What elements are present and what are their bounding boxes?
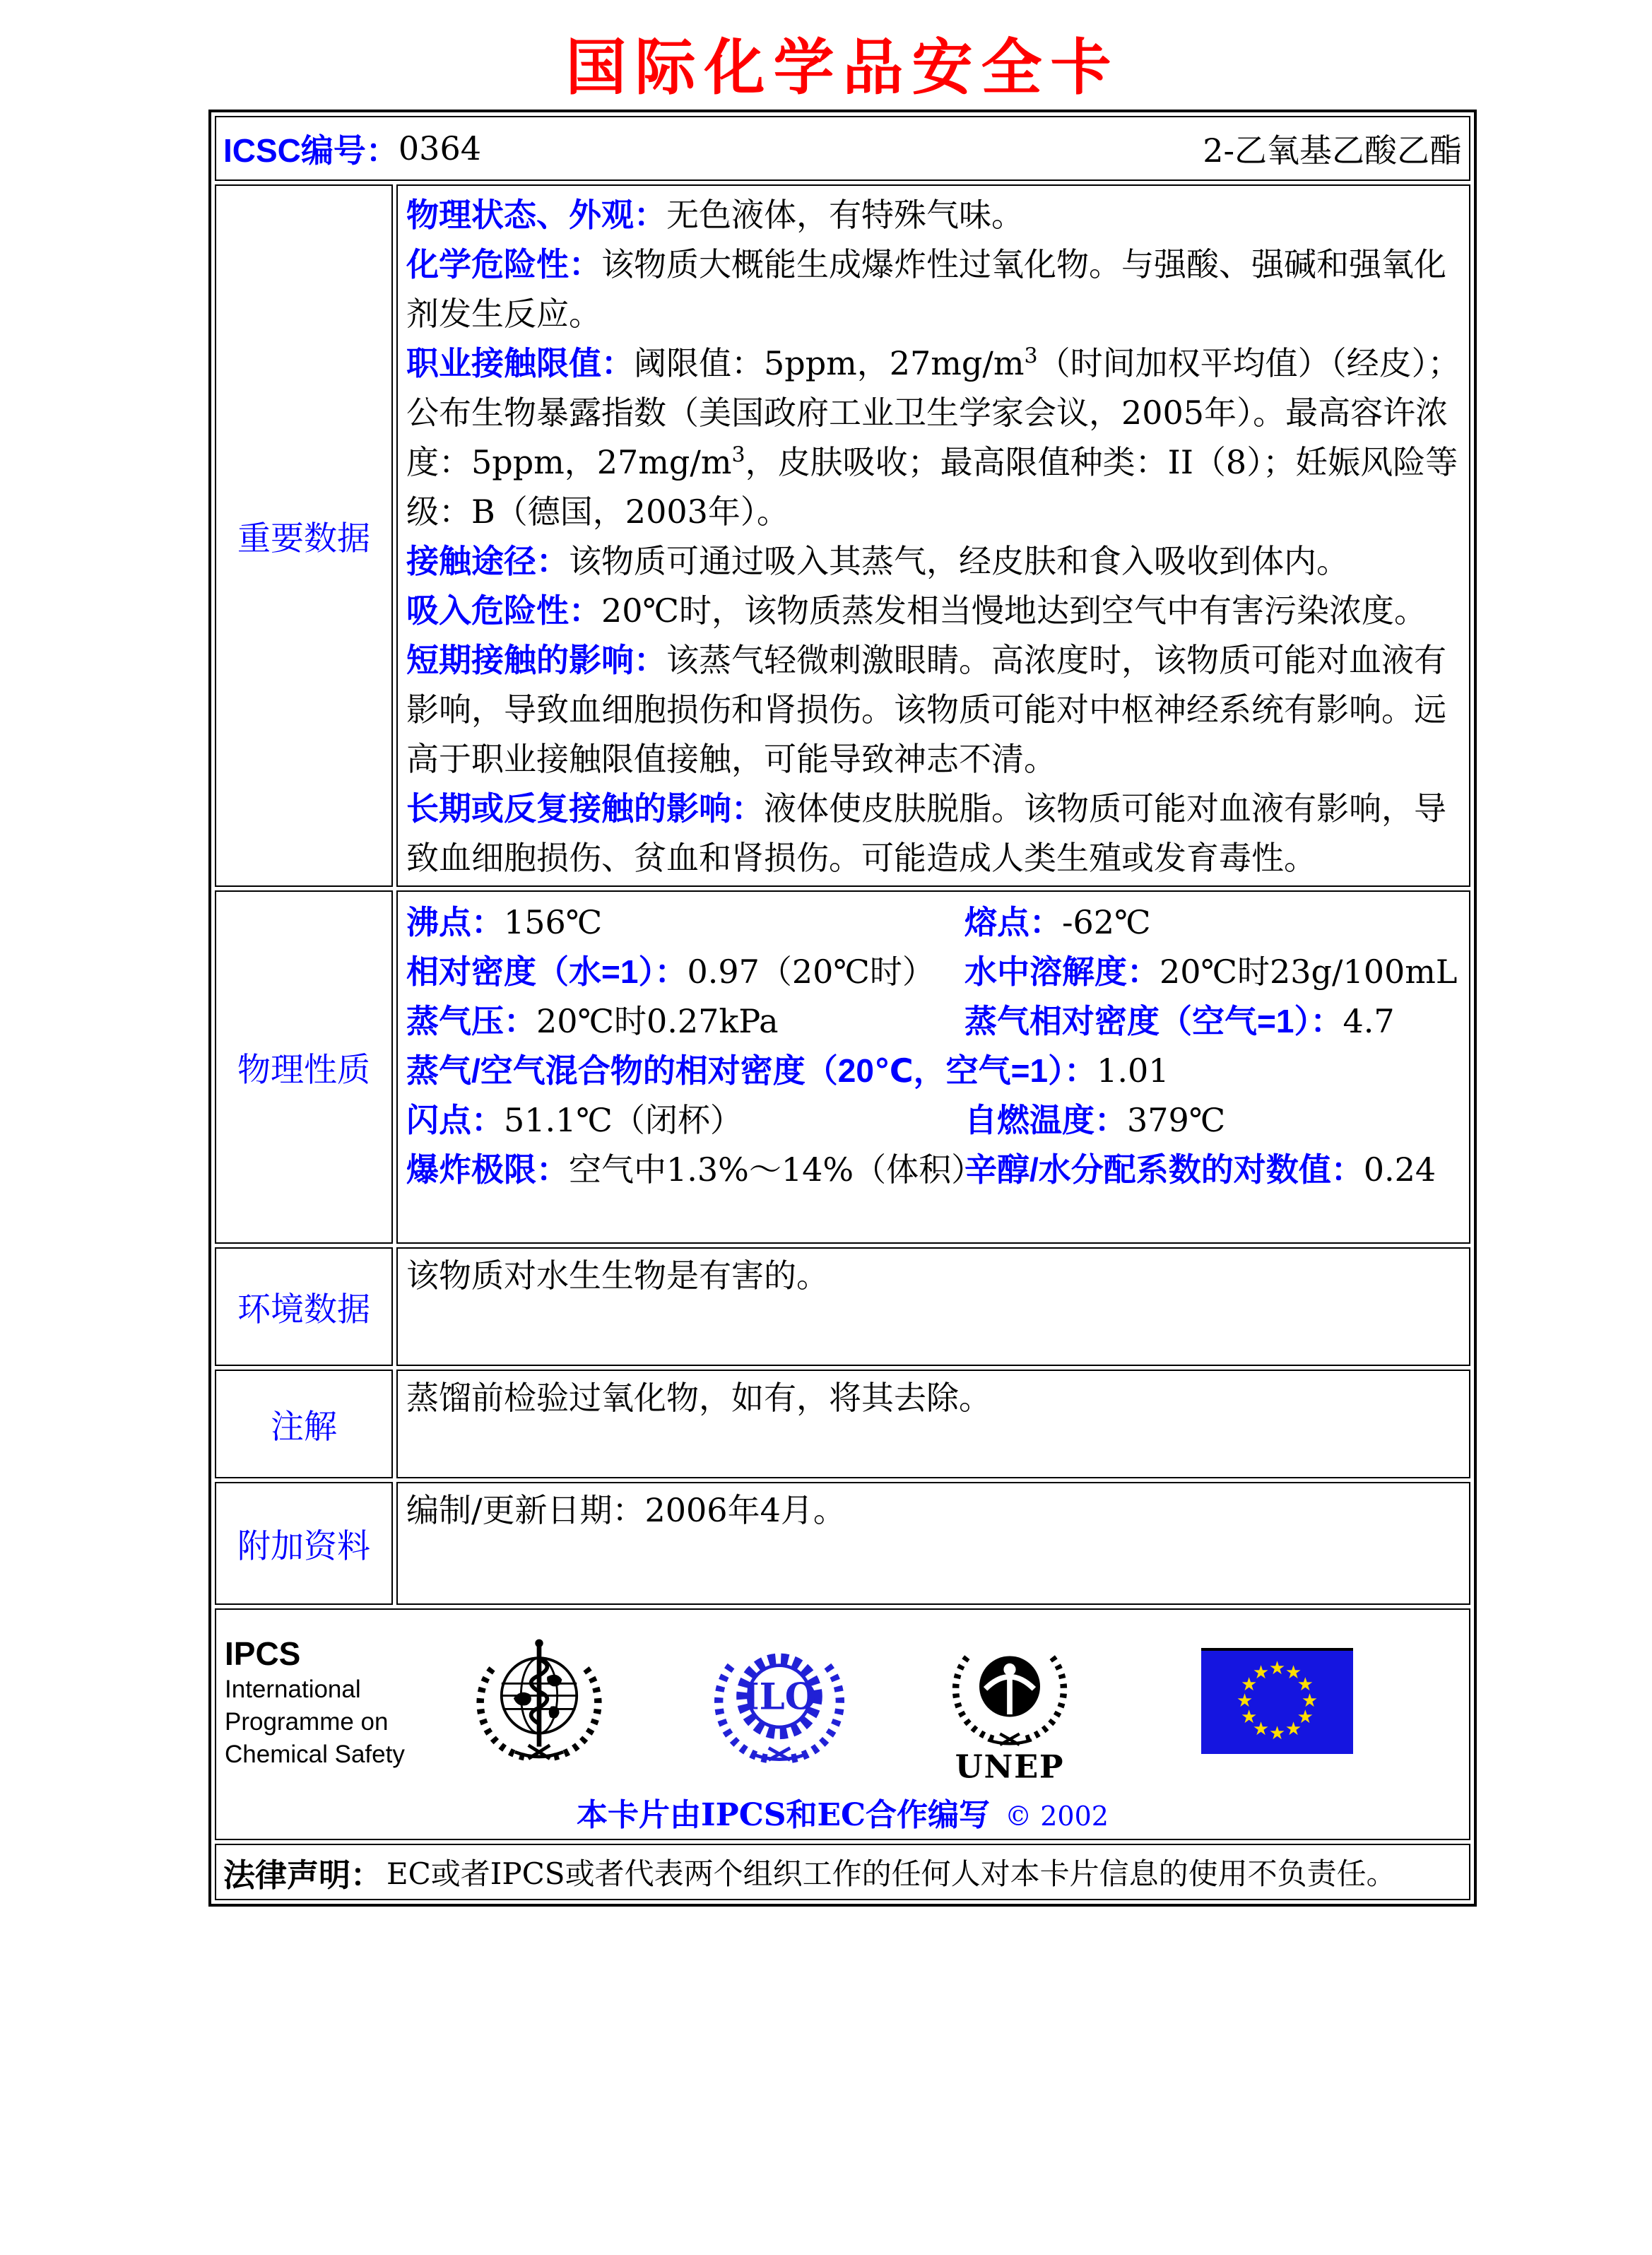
inline-text: 无色液体，有特殊气味。 (666, 196, 1024, 234)
inline-label: 职业接触限值： (406, 345, 634, 382)
prop-label: 相对密度（水=1）： (406, 953, 688, 990)
section-important-data (215, 184, 1470, 887)
section-notes (215, 1370, 1470, 1478)
svg-text:★: ★ (1236, 1690, 1253, 1712)
legal-label: 法律声明： (223, 1856, 383, 1893)
inline-text: 该物质大概能生成爆炸性过氧化物。与强酸、强碱和强氧化剂发生反应。 (406, 245, 1446, 333)
prop-label: 蒸气压： (406, 1003, 536, 1040)
paragraph (406, 586, 1461, 635)
prop-item (406, 897, 964, 947)
paragraph (406, 338, 1461, 536)
inline-text: 20℃时，该物质蒸发相当慢地达到空气中有害污染浓度。 (601, 591, 1427, 630)
prop-item (406, 1046, 1461, 1095)
svg-text:★: ★ (1297, 1674, 1314, 1695)
inline-label: 物理状态、外观： (406, 196, 666, 233)
svg-text:★: ★ (1301, 1690, 1318, 1712)
section-additional-information (215, 1482, 1470, 1605)
physical-grid (398, 892, 1469, 1242)
prop-item (964, 996, 1461, 1046)
svg-text:★: ★ (1285, 1662, 1302, 1683)
prop-value: 0.97（20℃时） (687, 953, 935, 991)
inline-text: （时间加权平均值）（经皮）；公布生物暴露指数（美国政府工业卫生学家会议，2005年）。最高容许浓度：5ppm，27mg/m (406, 344, 1461, 481)
svg-text:★: ★ (1297, 1707, 1314, 1728)
inline-text: 阈限值：5ppm，27mg/m (634, 344, 1025, 382)
prop-item (406, 996, 964, 1046)
prop-value: 156℃ (504, 903, 603, 941)
section-logos (215, 1608, 1470, 1840)
prop-label: 蒸气/空气混合物的相对密度（20℃，空气=1）： (406, 1052, 1097, 1089)
prop-label: 沸点： (406, 904, 504, 941)
prop-label: 蒸气相对密度（空气=1）： (964, 1003, 1343, 1040)
paragraph (406, 190, 1461, 240)
section-label: 物理性质 (215, 890, 393, 1244)
environmental-data-content (396, 1247, 1470, 1366)
prop-item (406, 1145, 984, 1194)
prop-item (406, 1095, 964, 1145)
page-title: 国际化学品安全卡 (565, 32, 1120, 103)
unep-emblem-icon (949, 1627, 1070, 1788)
prop-value: 20℃时23g/100mL (1160, 953, 1458, 991)
prop-label: 闪点： (406, 1102, 504, 1138)
prop-value: 20℃时0.27kPa (536, 1002, 779, 1040)
eu-flag-icon (1201, 1648, 1353, 1757)
ipcs-block (225, 1634, 412, 1771)
inline-label: 吸入危险性： (406, 592, 601, 629)
unep-letters: UNEP (955, 1748, 1065, 1785)
header-cell (215, 116, 1470, 181)
paragraph (406, 635, 1461, 784)
svg-text:★: ★ (1285, 1719, 1302, 1740)
inline-label: 长期或反复接触的影响： (406, 790, 764, 827)
logos-row (225, 1617, 1461, 1788)
prop-label: 熔点： (964, 904, 1062, 941)
svg-text:★: ★ (1241, 1707, 1258, 1728)
environmental-text: 该物质对水生生物是有害的。 (406, 1256, 829, 1295)
prop-value: 空气中1.3%～14%（体积） (569, 1150, 984, 1189)
prop-value: 4.7 (1343, 1002, 1395, 1040)
paragraph (406, 240, 1461, 338)
prop-value: 1.01 (1097, 1052, 1169, 1090)
prop-item (964, 1145, 1461, 1194)
logos-cell (215, 1608, 1470, 1840)
prop-item (964, 947, 1461, 996)
prop-label: 爆炸极限： (406, 1151, 569, 1188)
section-legal (215, 1844, 1470, 1900)
additional-information-content (396, 1482, 1470, 1605)
legal-text: EC或者IPCS或者代表两个组织工作的任何人对本卡片信息的使用不负责任。 (387, 1856, 1396, 1891)
svg-text:★: ★ (1241, 1674, 1258, 1695)
section-physical-properties (215, 890, 1470, 1244)
ipcs-subtitle-line: Programme on (225, 1708, 389, 1736)
prop-item (964, 1095, 1461, 1145)
ilo-letters: ILO (742, 1676, 817, 1719)
inline-label: 化学危险性： (406, 246, 601, 283)
notes-content (396, 1370, 1470, 1478)
inline-label: 接触途径： (406, 543, 569, 579)
inline-text: ，皮肤吸收；最高限值种类：II（8）；妊娠风险等级：B（德国，2003年）。 (406, 443, 1458, 531)
inline-text: 液体使皮肤脱脂。该物质可能对血液有影响，导致血细胞损伤、贫血和肾损伤。可能造成人类生殖或发育毒性。 (406, 789, 1446, 877)
prop-item (964, 897, 1461, 947)
section-label: 环境数据 (215, 1247, 393, 1366)
section-label: 附加资料 (215, 1482, 393, 1605)
superscript: 3 (731, 442, 745, 468)
footer-caption (225, 1789, 1461, 1835)
legal-cell (215, 1844, 1470, 1900)
caption-text: 本卡片由IPCS和EC合作编写 (577, 1797, 991, 1833)
section-label: 重要数据 (215, 184, 393, 887)
who-emblem-icon (472, 1634, 606, 1771)
ipcs-subtitle (225, 1673, 412, 1771)
important-data-content (396, 184, 1470, 887)
svg-text:★: ★ (1252, 1662, 1270, 1683)
svg-text:★: ★ (1268, 1723, 1286, 1744)
svg-text:★: ★ (1252, 1719, 1270, 1740)
ipcs-subtitle-line: International (225, 1676, 361, 1703)
copyright-text: © 2002 (1005, 1801, 1109, 1832)
important-paragraphs (398, 186, 1469, 885)
prop-label: 辛醇/水分配系数的对数值： (964, 1151, 1364, 1188)
prop-item (406, 947, 964, 996)
prop-label: 水中溶解度： (964, 953, 1160, 990)
paragraph (406, 784, 1461, 883)
icsc-number: 0364 (398, 129, 481, 167)
paragraph (406, 536, 1461, 586)
notes-text: 蒸馏前检验过氧化物，如有，将其去除。 (406, 1379, 991, 1417)
prop-value: -62℃ (1062, 903, 1151, 941)
physical-properties-content (396, 890, 1470, 1244)
ilo-emblem-icon (712, 1634, 846, 1771)
section-header (215, 116, 1470, 181)
prop-value: 0.24 (1363, 1150, 1436, 1189)
section-environmental-data (215, 1247, 1470, 1366)
icsc-card (208, 110, 1477, 1907)
superscript: 3 (1024, 343, 1038, 369)
chemical-name: 2-乙氧基乙酸乙酯 (1203, 131, 1462, 170)
icsc-label: ICSC编号： (223, 132, 399, 169)
prop-value: 379℃ (1127, 1101, 1226, 1139)
ipcs-title: IPCS (225, 1635, 301, 1672)
section-label: 注解 (215, 1370, 393, 1478)
ipcs-subtitle-line: Chemical Safety (225, 1741, 405, 1768)
inline-label: 短期接触的影响： (406, 642, 666, 678)
additional-text: 编制/更新日期：2006年4月。 (406, 1491, 846, 1529)
prop-label: 自燃温度： (964, 1102, 1127, 1138)
svg-text:★: ★ (1268, 1658, 1286, 1679)
icsc-number-group (223, 125, 481, 172)
inline-text: 该蒸气轻微刺激眼睛。高浓度时，该物质可能对血液有影响，导致血细胞损伤和肾损伤。该物质可能对中枢神经系统有影响。远高于职业接触限值接触，可能导致神志不清。 (406, 641, 1446, 778)
prop-value: 51.1℃（闭杯） (504, 1101, 743, 1139)
inline-text: 该物质可通过吸入其蒸气，经皮肤和食入吸收到体内。 (569, 542, 1349, 580)
